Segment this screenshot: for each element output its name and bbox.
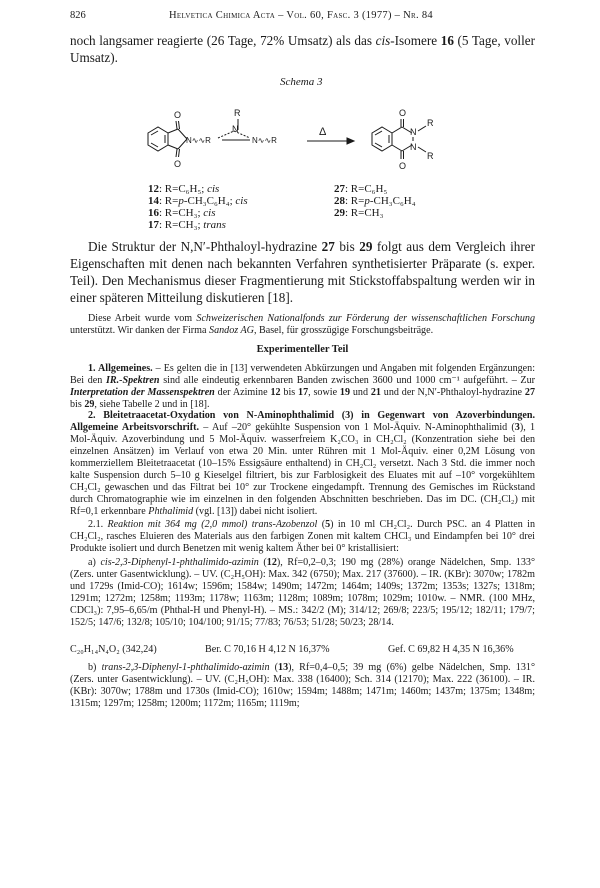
compound-entry: 17: R=CH₃; trans — [148, 219, 226, 231]
r-group-label: R — [234, 108, 241, 118]
compound-list-right — [334, 183, 416, 219]
section-heading: Experimenteller Teil — [256, 344, 349, 355]
nitrogen-label: N — [410, 127, 417, 137]
oxygen-label: O — [174, 110, 182, 120]
nitrogen-label: N∿∿R — [252, 136, 277, 145]
intro-paragraph: noch langsamer reagierte (26 Tage, 72% Umsatz) als das cis-Isomere 16 (5 Tage, voller Umsatz). — [70, 33, 535, 65]
product-trans-azimine: b) trans-2,3-Diphenyl-1-phthalimido-azimin (13), Rf=0,4–0,5; 39 mg (6%) gelbe Nädelchen, Smp. 131° (Zers. unter Gasentwicklung). – UV. (C₂H₅OH): Max. 338 (16400); Sch. 314 (12170); Max. 222 (36100). – IR. (KBr): 3070w; 1788m und 1730s (Imid-CO); 1610w; 1594m; 1488m; 1471m; 1460m; 1437m; 1375m; 1348m; 1315m; 1297m; 1258m; 1200m; 1172m; 1165m; 1119m; — [70, 662, 535, 709]
reaction-scheme — [132, 104, 462, 180]
calculated-values: Ber. C 70,16 H 4,12 N 16,37% — [205, 644, 330, 655]
nitrogen-label: N — [232, 124, 239, 134]
running-header — [70, 10, 532, 26]
page-number: 826 — [70, 10, 86, 21]
compound-entry: 27: R=C₆H₅ — [334, 183, 388, 195]
scheme-title: Schema 3 — [280, 76, 323, 88]
acknowledgement: Diese Arbeit wurde vom Schweizerischen Nationalfonds zur Förderung der wissenschaftlichen Forschung unterstützt. Wir danken der Firma Sandoz AG, Basel, für grosszügige Forschungsbeiträge. — [70, 313, 535, 336]
oxygen-label: O — [399, 108, 407, 118]
found-values: Gef. C 69,82 H 4,35 N 16,36% — [388, 644, 514, 655]
oxygen-label: O — [174, 159, 182, 169]
nitrogen-label: N — [410, 142, 417, 152]
structure-paragraph: Die Struktur der N,N′-Phthaloyl-hydrazine 27 bis 29 folgt aus dem Vergleich ihrer Eigenschaften mit denen nach bekannten Verfahren synthetisierter Präparate (s. exper. Teil). Den Mechanismus dieser Fragmentierung mit Stickstoffabspaltung werden wir in einer späteren Mitteilung diskutieren [18]. — [70, 239, 536, 305]
oxygen-label: O — [399, 161, 407, 171]
compound-entry: 28: R=p-CH₃C₆H₄ — [334, 195, 416, 207]
compound-entry: 12: R=C₆H₅; cis — [148, 183, 220, 195]
compound-list-left — [148, 183, 248, 231]
product-cis-azimine: a) cis-2,3-Diphenyl-1-phthalimido-azimin (12), Rf=0,2–0,3; 190 mg (28%) orange Nädelchen, Smp. 133° (Zers. unter Gasentwicklung). – UV. (C₂H₅OH): Max. 342 (6750); Max. 217 (37600). – IR. (KBr): 3070w; 1782m und 1729s (Imid-CO); 1614w; 1596m; 1584w; 1490m; 1472m; 1464m; 1409s; 1372m; 1353s; 1327s; 1318m; 1291m; 1272m; 1258m; 1193m; 1178w; 1163m; 1128m; 1089m; 1078m; 1029m; 1010w. – NMR. (100 MHz, CDCl₃): 7,95–6,65/m (Phthal-H und Phenyl-H). – MS.: 342/2 (M); 314/12; 269/8; 223/5; 195/12; 182/11; 179/7; 152/5; 147/6; 132/8; 105/10; 104/100; 91/15; 77/83; 76/53; 51/28; 50/23; 28/14. — [70, 557, 536, 628]
r-group-label: R — [427, 151, 434, 161]
compound-entry: 16: R=CH₃; cis — [148, 207, 216, 219]
section-general: 1. Allgemeines. – Es gelten die in [13] verwendeten Abkürzungen und Angaben mit folgenden Ergänzungen: Bei den IR.-Spektren sind alle eindeutig erkennbaren Banden zwischen 3600 und 1000 cm⁻¹ aufgeführt. – Zur Interpretation der Massenspektren der Azimine 12 bis 17, sowie 19 und 21 und der N,N′-Phthaloyl-hydrazine 27 bis 29, siehe Tabelle 2 und in [18]. — [70, 363, 535, 410]
molecular-formula: C₂₀H₁₄N₄O₂ (342,24) — [70, 644, 157, 655]
compound-entry: 14: R=p-CH₃C₆H₄; cis — [148, 195, 248, 207]
heat-arrow-label: Δ — [319, 126, 327, 138]
section-general-procedure: 2. Bleitetraacetat-Oxydation von N-Aminophthalimid (3) in Gegenwart von Azoverbindungen. Allgemeine Arbeitsvorschrift. – Auf –20° gekühlte Suspension von 1 Mol-Äquiv. N-Aminophthalimid (3), 1 Mol-Äquiv. Azoverbindung und 5 Mol-Äquiv. wasserfreiem K₂CO₃ in CH₂Cl₂ (Konzentration siehe bei den einzelnen Ansätzen) im Verlauf von etwa 20 Min. unter Rühren mit 1 Mol-Äquiv. einer 0,2M Lösung von kommerziellem Bleitetraacetat (10–15% Essigsäure enthaltend) in CH₂Cl₂ versetzt. Nach 3 Std. die immer noch kalte Suspension durch 5–10 g Kieselgel filtriert, bis zur Farblosigkeit des Eluates mit auf –10° vorgekühltem CH₂Cl₂ gewaschen und das Filtrat bei 10° zur Trockene eingedampft. Trennung des Gemisches im Rückstand durch Chromatographie wie im einzelnen in den folgenden Abschnitten beschrieben. Das im DC. (CH₂Cl₂) mit Rf=0,1 erkennbare Phthalimid (vgl. [13]) dabei nicht isoliert. — [70, 410, 536, 517]
section-reaction-azobenzene: 2.1. Reaktion mit 364 mg (2,0 mmol) trans-Azobenzol (5) in 10 ml CH₂Cl₂. Durch PSC. an 4 Platten in CH₂Cl₂, rasches Eluieren des Materials aus den farbigen Zonen mit kaltem CHCl₃ und Eindampfen bei 10° drei Produkte isoliert und durch Benetzen mit wenig kaltem Äther bei 0° kristallisiert: — [70, 519, 535, 554]
nitrogen-label: N∿∿R — [186, 136, 211, 145]
r-group-label: R — [427, 118, 434, 128]
journal-title: Helvetica Chimica Acta – Vol. 60, Fasc. 3 (1977) – Nr. 84 — [169, 10, 433, 21]
compound-entry: 29: R=CH₃ — [334, 207, 384, 219]
